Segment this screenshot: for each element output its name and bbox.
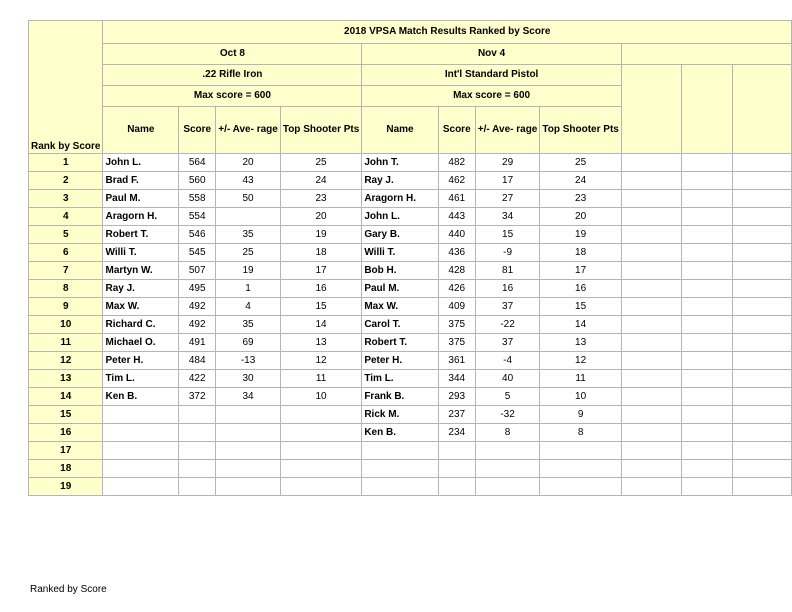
empty-cell <box>621 388 682 406</box>
table-row <box>29 406 792 424</box>
oct-top-pts-cell: 14 <box>280 316 361 334</box>
nov-score-cell <box>438 478 475 496</box>
nov-name-cell: Tim L. <box>362 370 438 388</box>
nov-name-cell: Ray J. <box>362 172 438 190</box>
nov-name-cell: Rick M. <box>362 406 438 424</box>
oct-average-cell: 19 <box>216 262 281 280</box>
empty-cell <box>682 298 733 316</box>
nov-score-cell: 462 <box>438 172 475 190</box>
oct-name-cell <box>103 460 179 478</box>
oct-score-cell <box>179 406 216 424</box>
oct-average-cell: 43 <box>216 172 281 190</box>
table-row <box>29 172 792 190</box>
nov-top-pts-cell <box>540 442 621 460</box>
nov-top-pts-cell: 15 <box>540 298 621 316</box>
rank-cell: 15 <box>29 406 103 424</box>
table-row <box>29 478 792 496</box>
nov-name-header: Name <box>362 107 438 154</box>
empty-cell <box>621 370 682 388</box>
empty-cell <box>682 244 733 262</box>
oct-top-pts-cell: 23 <box>280 190 361 208</box>
table-row <box>29 352 792 370</box>
oct-name-cell: Michael O. <box>103 334 179 352</box>
empty-cell <box>682 370 733 388</box>
nov-name-cell: Willi T. <box>362 244 438 262</box>
table-row <box>29 334 792 352</box>
oct-score-cell: 491 <box>179 334 216 352</box>
oct-average-cell <box>216 460 281 478</box>
oct-score-cell: 372 <box>179 388 216 406</box>
oct-top-pts-cell: 19 <box>280 226 361 244</box>
empty-cell <box>682 334 733 352</box>
oct-score-cell: 545 <box>179 244 216 262</box>
empty-cell <box>682 352 733 370</box>
oct-average-cell: 34 <box>216 388 281 406</box>
oct-name-cell: Peter H. <box>103 352 179 370</box>
nov-top-pts-cell: 24 <box>540 172 621 190</box>
oct-max-score: Max score = 600 <box>103 86 362 107</box>
nov-score-cell: 409 <box>438 298 475 316</box>
empty-cell <box>682 424 733 442</box>
oct-score-cell <box>179 424 216 442</box>
nov-name-cell: Ken B. <box>362 424 438 442</box>
nov-name-cell: Gary B. <box>362 226 438 244</box>
nov-average-cell: 34 <box>475 208 540 226</box>
nov-score-cell: 234 <box>438 424 475 442</box>
nov-name-cell: Frank B. <box>362 388 438 406</box>
oct-top-pts-cell: 13 <box>280 334 361 352</box>
rank-cell: 14 <box>29 388 103 406</box>
table-row <box>29 190 792 208</box>
table-row <box>29 280 792 298</box>
nov-score-cell: 375 <box>438 316 475 334</box>
oct-date: Oct 8 <box>103 44 362 65</box>
empty-cell <box>733 406 792 424</box>
table-row <box>29 424 792 442</box>
rank-cell: 5 <box>29 226 103 244</box>
oct-score-cell <box>179 442 216 460</box>
rank-cell: 1 <box>29 154 103 172</box>
oct-score-cell: 546 <box>179 226 216 244</box>
results-table <box>28 20 792 496</box>
oct-average-cell <box>216 208 281 226</box>
rank-cell: 13 <box>29 370 103 388</box>
empty-cell <box>682 406 733 424</box>
empty-header-cell <box>682 65 733 154</box>
oct-average-cell: 20 <box>216 154 281 172</box>
empty-cell <box>733 172 792 190</box>
nov-score-cell <box>438 460 475 478</box>
nov-score-cell: 375 <box>438 334 475 352</box>
oct-top-pts-cell: 11 <box>280 370 361 388</box>
nov-average-cell: 8 <box>475 424 540 442</box>
nov-event: Int'l Standard Pistol <box>362 65 622 86</box>
oct-score-cell: 560 <box>179 172 216 190</box>
empty-cell <box>682 172 733 190</box>
empty-cell <box>733 352 792 370</box>
oct-top-pts-cell: 10 <box>280 388 361 406</box>
oct-name-cell: Richard C. <box>103 316 179 334</box>
empty-cell <box>621 316 682 334</box>
oct-top-pts-cell: 18 <box>280 244 361 262</box>
nov-top-pts-cell: 16 <box>540 280 621 298</box>
oct-name-cell <box>103 424 179 442</box>
oct-average-cell: 30 <box>216 370 281 388</box>
oct-average-header: +/- Ave- rage <box>216 107 281 154</box>
nov-score-cell: 482 <box>438 154 475 172</box>
nov-name-cell <box>362 442 438 460</box>
oct-average-cell <box>216 424 281 442</box>
oct-score-cell: 495 <box>179 280 216 298</box>
table-row <box>29 226 792 244</box>
table-row <box>29 442 792 460</box>
empty-cell <box>682 280 733 298</box>
oct-score-cell: 484 <box>179 352 216 370</box>
nov-top-pts-header: Top Shooter Pts <box>540 107 621 154</box>
empty-cell <box>621 334 682 352</box>
empty-header-cell <box>621 65 682 154</box>
table-row <box>29 208 792 226</box>
oct-name-header: Name <box>103 107 179 154</box>
empty-cell <box>682 478 733 496</box>
oct-top-pts-cell <box>280 406 361 424</box>
table-row <box>29 460 792 478</box>
oct-average-cell: 35 <box>216 226 281 244</box>
table-row <box>29 298 792 316</box>
empty-cell <box>733 208 792 226</box>
oct-average-cell <box>216 478 281 496</box>
nov-top-pts-cell: 23 <box>540 190 621 208</box>
empty-cell <box>733 388 792 406</box>
oct-event: .22 Rifle Iron <box>103 65 362 86</box>
oct-name-cell <box>103 478 179 496</box>
oct-average-cell <box>216 442 281 460</box>
nov-name-cell: Robert T. <box>362 334 438 352</box>
nov-score-cell: 461 <box>438 190 475 208</box>
nov-top-pts-cell: 12 <box>540 352 621 370</box>
nov-name-cell <box>362 460 438 478</box>
rank-cell: 9 <box>29 298 103 316</box>
oct-top-pts-cell: 25 <box>280 154 361 172</box>
nov-score-cell: 237 <box>438 406 475 424</box>
empty-cell <box>733 154 792 172</box>
nov-score-cell: 440 <box>438 226 475 244</box>
nov-average-cell: 15 <box>475 226 540 244</box>
nov-average-cell: 17 <box>475 172 540 190</box>
oct-average-cell: -13 <box>216 352 281 370</box>
oct-top-pts-cell <box>280 442 361 460</box>
rank-cell: 2 <box>29 172 103 190</box>
empty-cell <box>621 352 682 370</box>
oct-score-cell: 507 <box>179 262 216 280</box>
empty-cell <box>733 190 792 208</box>
footer-label: Ranked by Score <box>30 584 107 595</box>
oct-top-pts-header: Top Shooter Pts <box>280 107 361 154</box>
empty-cell <box>682 316 733 334</box>
empty-cell <box>621 226 682 244</box>
empty-cell <box>621 460 682 478</box>
nov-top-pts-cell <box>540 460 621 478</box>
table-row <box>29 244 792 262</box>
nov-name-cell: John T. <box>362 154 438 172</box>
empty-cell <box>621 298 682 316</box>
rank-cell: 16 <box>29 424 103 442</box>
empty-cell <box>621 280 682 298</box>
empty-cell <box>733 280 792 298</box>
table-row <box>29 316 792 334</box>
oct-name-cell: Ray J. <box>103 280 179 298</box>
nov-score-cell <box>438 442 475 460</box>
nov-average-cell: -32 <box>475 406 540 424</box>
oct-score-cell: 422 <box>179 370 216 388</box>
nov-top-pts-cell: 25 <box>540 154 621 172</box>
nov-average-cell <box>475 442 540 460</box>
oct-top-pts-cell: 20 <box>280 208 361 226</box>
nov-average-cell: 37 <box>475 298 540 316</box>
nov-top-pts-cell: 13 <box>540 334 621 352</box>
oct-score-header: Score <box>179 107 216 154</box>
rank-header: Rank by Score <box>29 21 103 154</box>
oct-name-cell: Tim L. <box>103 370 179 388</box>
rank-cell: 12 <box>29 352 103 370</box>
nov-average-cell: 37 <box>475 334 540 352</box>
nov-name-cell <box>362 478 438 496</box>
nov-average-cell <box>475 478 540 496</box>
nov-name-cell: Paul M. <box>362 280 438 298</box>
nov-top-pts-cell: 19 <box>540 226 621 244</box>
rank-cell: 10 <box>29 316 103 334</box>
oct-top-pts-cell <box>280 424 361 442</box>
oct-top-pts-cell: 24 <box>280 172 361 190</box>
empty-cell <box>733 226 792 244</box>
oct-average-cell: 25 <box>216 244 281 262</box>
nov-score-cell: 428 <box>438 262 475 280</box>
empty-cell <box>682 208 733 226</box>
oct-name-cell: Brad F. <box>103 172 179 190</box>
empty-cell <box>733 442 792 460</box>
empty-cell <box>733 370 792 388</box>
empty-cell <box>621 244 682 262</box>
nov-name-cell: Carol T. <box>362 316 438 334</box>
oct-score-cell: 558 <box>179 190 216 208</box>
empty-cell <box>733 316 792 334</box>
empty-cell <box>621 208 682 226</box>
oct-name-cell <box>103 442 179 460</box>
nov-top-pts-cell: 8 <box>540 424 621 442</box>
oct-score-cell: 554 <box>179 208 216 226</box>
rank-cell: 18 <box>29 460 103 478</box>
oct-score-cell: 492 <box>179 298 216 316</box>
oct-top-pts-cell: 16 <box>280 280 361 298</box>
nov-average-cell: -9 <box>475 244 540 262</box>
empty-header-cell <box>733 65 792 154</box>
nov-name-cell: Bob H. <box>362 262 438 280</box>
oct-average-cell: 69 <box>216 334 281 352</box>
empty-cell <box>682 262 733 280</box>
table-row <box>29 370 792 388</box>
empty-cell <box>621 442 682 460</box>
nov-max-score: Max score = 600 <box>362 86 622 107</box>
nov-average-cell: 27 <box>475 190 540 208</box>
oct-name-cell: Ken B. <box>103 388 179 406</box>
nov-score-cell: 361 <box>438 352 475 370</box>
nov-date: Nov 4 <box>362 44 622 65</box>
empty-cell <box>733 424 792 442</box>
rank-cell: 7 <box>29 262 103 280</box>
oct-name-cell: Max W. <box>103 298 179 316</box>
nov-top-pts-cell: 14 <box>540 316 621 334</box>
oct-average-cell: 35 <box>216 316 281 334</box>
empty-header-cell <box>621 44 791 65</box>
nov-score-cell: 436 <box>438 244 475 262</box>
rank-cell: 4 <box>29 208 103 226</box>
oct-name-cell: Paul M. <box>103 190 179 208</box>
oct-name-cell <box>103 406 179 424</box>
oct-name-cell: John L. <box>103 154 179 172</box>
nov-name-cell: Aragorn H. <box>362 190 438 208</box>
oct-name-cell: Robert T. <box>103 226 179 244</box>
oct-top-pts-cell: 15 <box>280 298 361 316</box>
nov-top-pts-cell: 9 <box>540 406 621 424</box>
nov-name-cell: Peter H. <box>362 352 438 370</box>
empty-cell <box>621 154 682 172</box>
empty-cell <box>682 460 733 478</box>
empty-cell <box>733 334 792 352</box>
nov-name-cell: Max W. <box>362 298 438 316</box>
oct-top-pts-cell: 12 <box>280 352 361 370</box>
empty-cell <box>621 478 682 496</box>
empty-cell <box>621 406 682 424</box>
oct-score-cell: 492 <box>179 316 216 334</box>
table-row <box>29 154 792 172</box>
nov-average-cell: 16 <box>475 280 540 298</box>
empty-cell <box>621 262 682 280</box>
nov-score-cell: 344 <box>438 370 475 388</box>
rank-cell: 3 <box>29 190 103 208</box>
oct-score-cell: 564 <box>179 154 216 172</box>
nov-average-header: +/- Ave- rage <box>475 107 540 154</box>
rank-cell: 17 <box>29 442 103 460</box>
empty-cell <box>733 460 792 478</box>
oct-name-cell: Martyn W. <box>103 262 179 280</box>
nov-top-pts-cell: 11 <box>540 370 621 388</box>
empty-cell <box>733 244 792 262</box>
rank-cell: 19 <box>29 478 103 496</box>
nov-average-cell: 40 <box>475 370 540 388</box>
oct-name-cell: Aragorn H. <box>103 208 179 226</box>
empty-cell <box>682 190 733 208</box>
nov-score-cell: 443 <box>438 208 475 226</box>
nov-top-pts-cell: 10 <box>540 388 621 406</box>
empty-cell <box>733 298 792 316</box>
empty-cell <box>733 478 792 496</box>
empty-cell <box>682 388 733 406</box>
rank-cell: 8 <box>29 280 103 298</box>
nov-name-cell: John L. <box>362 208 438 226</box>
nov-top-pts-cell <box>540 478 621 496</box>
empty-cell <box>733 262 792 280</box>
oct-top-pts-cell <box>280 478 361 496</box>
nov-top-pts-cell: 20 <box>540 208 621 226</box>
table-row <box>29 262 792 280</box>
oct-average-cell: 4 <box>216 298 281 316</box>
rank-cell: 6 <box>29 244 103 262</box>
nov-average-cell: 29 <box>475 154 540 172</box>
empty-cell <box>621 172 682 190</box>
oct-top-pts-cell: 17 <box>280 262 361 280</box>
table-row <box>29 388 792 406</box>
nov-top-pts-cell: 18 <box>540 244 621 262</box>
empty-cell <box>621 190 682 208</box>
nov-average-cell <box>475 460 540 478</box>
empty-cell <box>621 424 682 442</box>
nov-top-pts-cell: 17 <box>540 262 621 280</box>
nov-average-cell: -22 <box>475 316 540 334</box>
nov-score-cell: 426 <box>438 280 475 298</box>
nov-score-header: Score <box>438 107 475 154</box>
nov-average-cell: -4 <box>475 352 540 370</box>
oct-top-pts-cell <box>280 460 361 478</box>
nov-score-cell: 293 <box>438 388 475 406</box>
nov-average-cell: 5 <box>475 388 540 406</box>
oct-score-cell <box>179 478 216 496</box>
empty-cell <box>682 226 733 244</box>
oct-average-cell: 1 <box>216 280 281 298</box>
oct-average-cell: 50 <box>216 190 281 208</box>
oct-score-cell <box>179 460 216 478</box>
nov-average-cell: 81 <box>475 262 540 280</box>
rank-cell: 11 <box>29 334 103 352</box>
oct-average-cell <box>216 406 281 424</box>
empty-cell <box>682 442 733 460</box>
empty-cell <box>682 154 733 172</box>
page-title: 2018 VPSA Match Results Ranked by Score <box>103 21 792 44</box>
oct-name-cell: Willi T. <box>103 244 179 262</box>
